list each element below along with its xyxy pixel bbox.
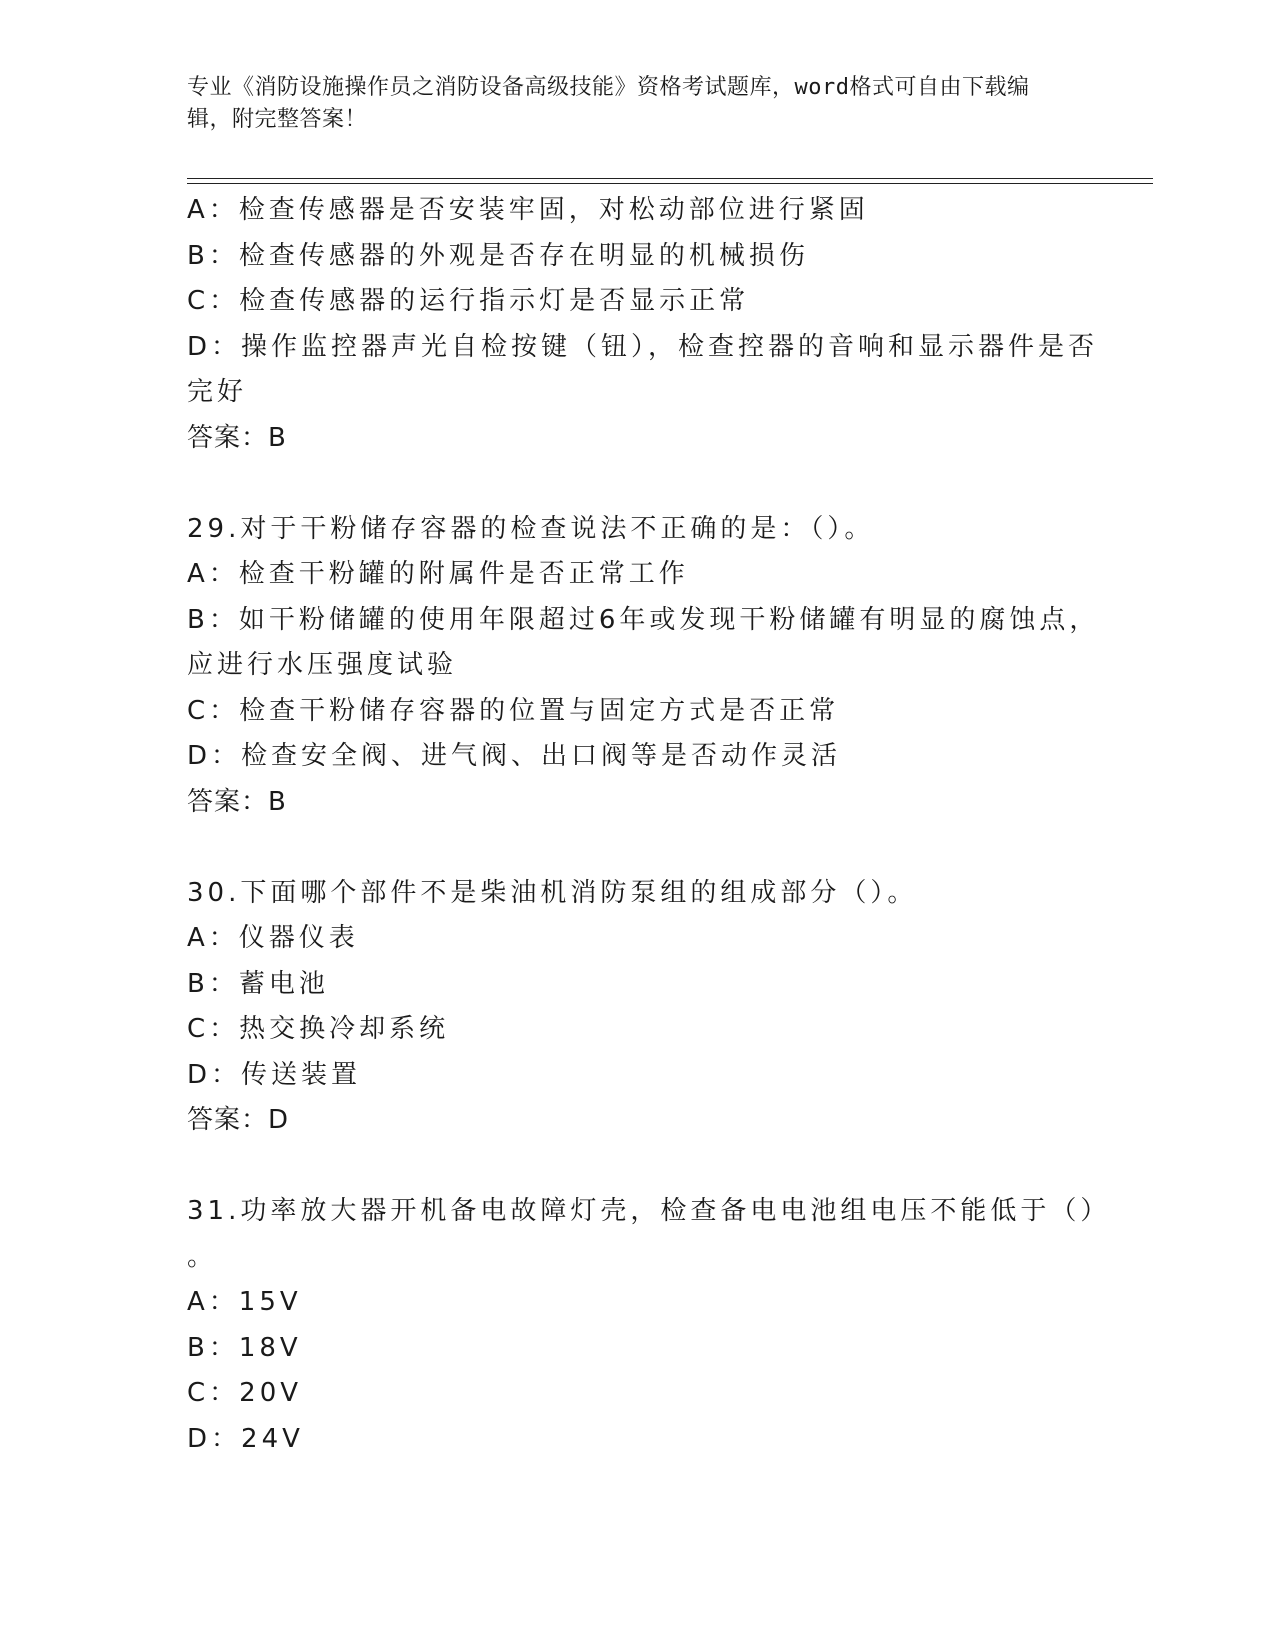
answer-line: 答案：B — [187, 422, 287, 453]
option-b: B：如干粉储罐的使用年限超过6年或发现干粉储罐有明显的腐蚀点， — [187, 604, 1100, 635]
answer-line: 答案：B — [187, 786, 287, 817]
question-30 — [187, 871, 1087, 1144]
question-title: 31.功率放大器开机备电故障灯壳，检查备电电池组电压不能低于（） — [187, 1196, 1111, 1226]
question-title-continued: 。 — [187, 1241, 218, 1272]
spacer — [187, 825, 1087, 871]
question-28-options — [187, 188, 1099, 461]
option-a: A：检查传感器是否安装牢固，对松动部位进行紧固 — [187, 195, 869, 225]
header-divider-top — [187, 178, 1153, 179]
question-title: 30.下面哪个部件不是柴油机消防泵组的组成部分（）。 — [187, 877, 918, 908]
option-b: B：检查传感器的外观是否存在明显的机械损伤 — [187, 240, 809, 271]
header-divider-bottom — [187, 183, 1153, 184]
question-content — [187, 188, 1111, 1462]
document-header: 专业《消防设施操作员之消防设备高级技能》资格考试题库，word格式可自由下载编辑，附完整答案！ — [187, 75, 1030, 132]
option-c: C：20V — [187, 1378, 303, 1408]
question-title: 29.对于干粉储存容器的检查说法不正确的是：（）。 — [187, 513, 875, 544]
option-c: C：检查干粉储存容器的位置与固定方式是否正常 — [187, 695, 840, 726]
option-a: A：仪器仪表 — [187, 923, 359, 953]
option-b-continued: 应进行水压强度试验 — [187, 650, 458, 680]
question-29 — [187, 507, 1100, 826]
spacer — [187, 1144, 1087, 1190]
option-d-continued: 完好 — [187, 377, 248, 407]
option-b: B：18V — [187, 1332, 302, 1363]
option-a: A：15V — [187, 1287, 302, 1317]
spacer — [187, 461, 1087, 507]
option-c: C：检查传感器的运行指示灯是否显示正常 — [187, 286, 750, 316]
option-d: D：检查安全阀、进气阀、出口阀等是否动作灵活 — [187, 741, 842, 771]
option-b: B：蓄电池 — [187, 968, 329, 999]
answer-line: 答案：D — [187, 1105, 290, 1135]
option-d: D：操作监控器声光自检按键（钮），检查控器的音响和显示器件是否 — [187, 331, 1099, 362]
question-31 — [187, 1189, 1111, 1462]
option-c: C：热交换冷却系统 — [187, 1014, 450, 1044]
option-d: D：24V — [187, 1423, 304, 1454]
option-a: A：检查干粉罐的附属件是否正常工作 — [187, 559, 689, 589]
option-d: D：传送装置 — [187, 1059, 362, 1090]
